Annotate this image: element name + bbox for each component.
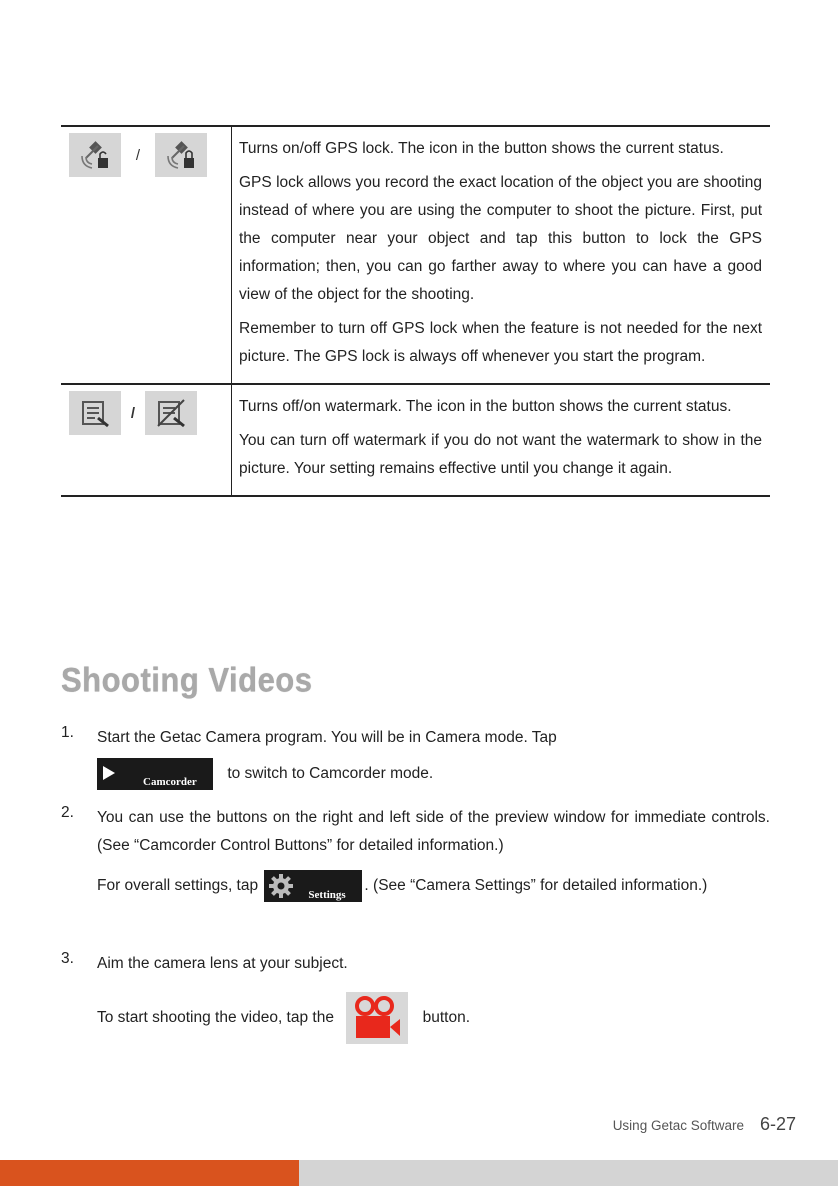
step-number: 3. — [61, 950, 74, 967]
gps-lock-row — [61, 126, 770, 384]
watermark-on-icon — [145, 391, 197, 435]
step-2-settings-text-after: . (See “Camera Settings” for detailed information.) — [364, 877, 708, 895]
step-3-text: Aim the camera lens at your subject. — [97, 955, 348, 972]
footer-label: Using Getac Software — [612, 1118, 744, 1133]
footer-bar-gray — [299, 1160, 838, 1186]
icon-separator: / — [135, 146, 141, 164]
gps-paragraph-1: Turns on/off GPS lock. The icon in the button shows the current status. — [239, 140, 724, 157]
gear-icon — [268, 873, 294, 910]
gps-icon-cell — [61, 126, 232, 384]
step-1 — [61, 724, 770, 790]
gps-unlocked-icon — [69, 133, 121, 177]
watermark-icon-cell — [61, 384, 232, 496]
gps-paragraph-3: Remember to turn off GPS lock when the feature is not needed for the next picture. The GPS lock is always off whenever you start the program. — [239, 320, 762, 365]
watermark-off-icon — [69, 391, 121, 435]
feature-table — [61, 125, 770, 497]
gps-locked-icon — [155, 133, 207, 177]
settings-button-label: Settings — [308, 889, 346, 901]
step-3 — [61, 950, 770, 1044]
record-video-button[interactable] — [346, 992, 408, 1044]
play-icon — [103, 766, 115, 780]
step-1-text-after: to switch to Camcorder mode. — [227, 765, 434, 783]
footer-bar-orange — [0, 1160, 299, 1186]
page-number: 6-27 — [759, 1114, 796, 1134]
camcorder-button[interactable] — [97, 758, 213, 790]
gps-description — [232, 126, 771, 384]
watermark-row — [61, 384, 770, 496]
watermark-paragraph-1: Turns off/on watermark. The icon in the button shows the current status. — [239, 398, 732, 415]
step-number: 1. — [61, 724, 74, 741]
step-2-settings-text: For overall settings, tap — [97, 877, 259, 895]
step-3-record-text: To start shooting the video, tap the — [97, 1009, 334, 1027]
step-2-text: You can use the buttons on the right and left side of the preview window for immediate controls. (See “Camcorder Control Buttons” for detailed information.) — [97, 809, 770, 854]
watermark-paragraph-2: You can turn off watermark if you do not want the watermark to show in the picture. Your setting remains effective until you change it again. — [239, 432, 762, 477]
camcorder-button-label: Camcorder — [143, 776, 197, 788]
gps-paragraph-2: GPS lock allows you record the exact location of the object you are shooting instead of where you are using the computer to shoot the picture. First, put the computer near your object and tap this button to lock the GPS information; then, you can go farther away to where you can have a good view of the object for the shooting. — [239, 174, 762, 303]
step-3-record-text-after: button. — [422, 1009, 470, 1027]
settings-button[interactable] — [264, 870, 362, 902]
icon-separator: / — [130, 404, 136, 422]
step-2 — [61, 804, 770, 902]
video-camera-icon — [346, 992, 408, 1044]
step-1-text: Start the Getac Camera program. You will be in Camera mode. Tap — [97, 729, 557, 746]
watermark-description — [232, 384, 771, 496]
section-title: Shooting Videos — [61, 660, 313, 700]
step-number: 2. — [61, 804, 74, 821]
